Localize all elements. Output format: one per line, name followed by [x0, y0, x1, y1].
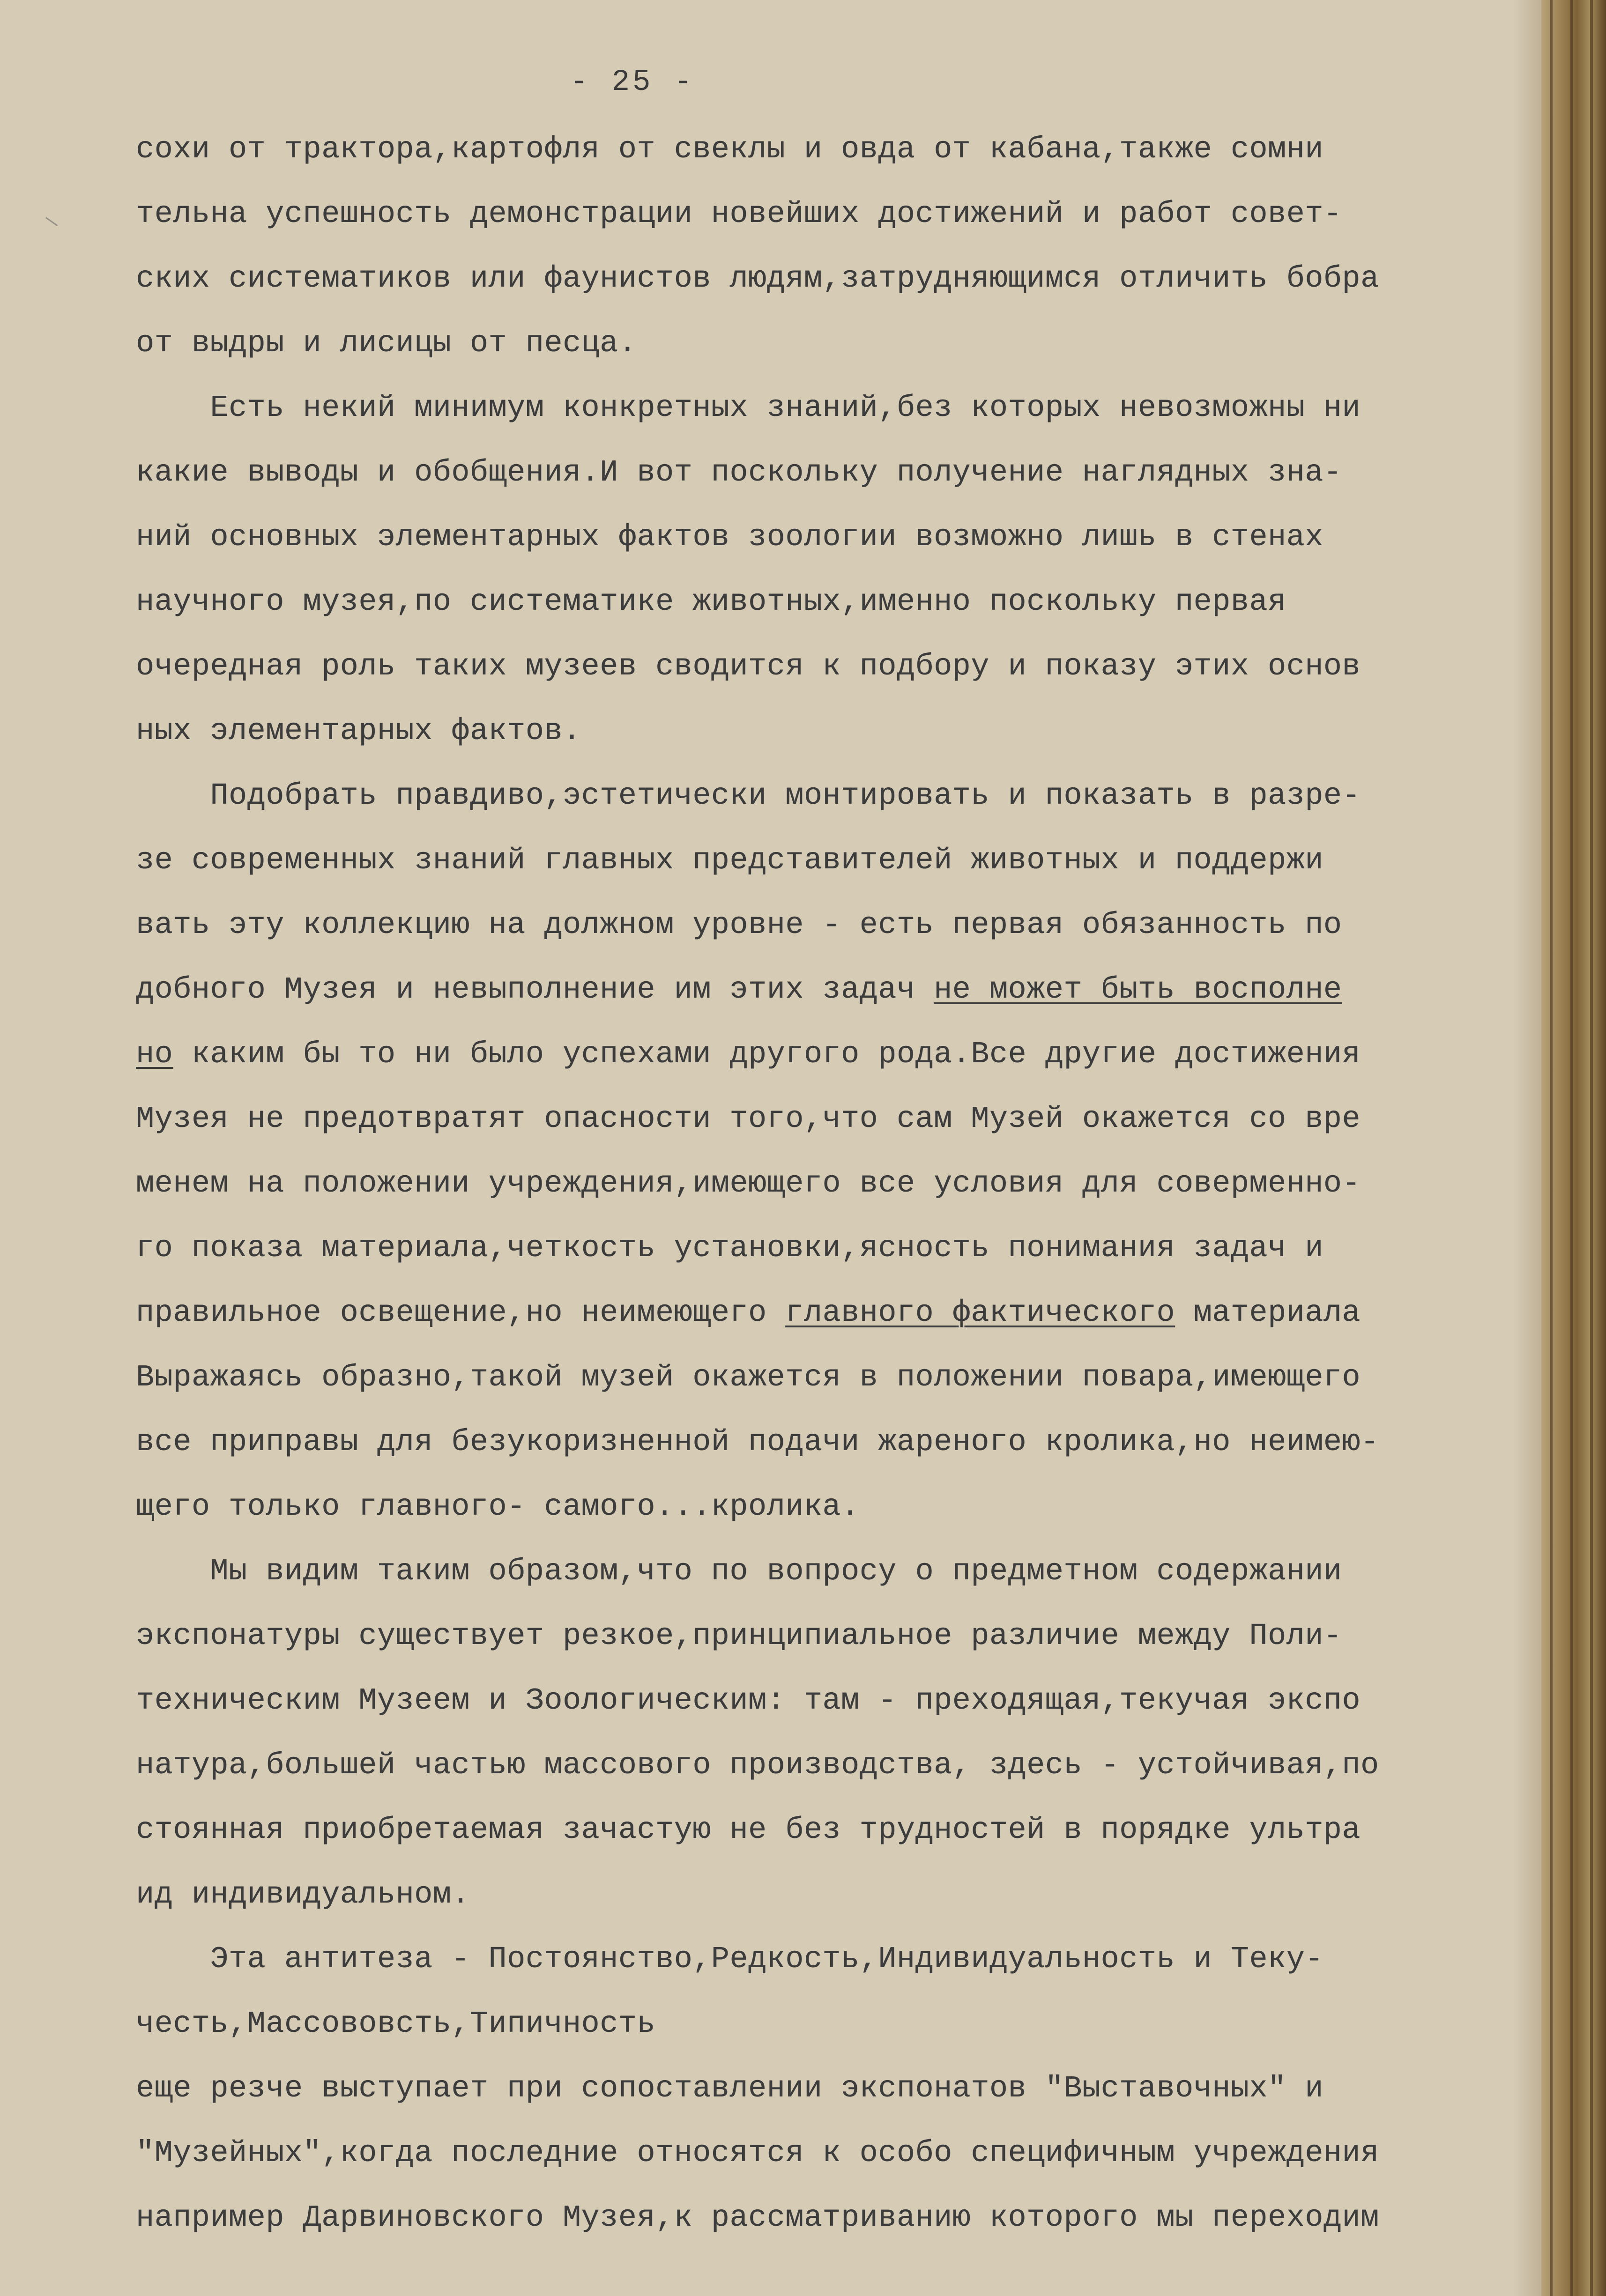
text-line: Музея не предотвратят опасности того,что сам Музей окажется со вре	[136, 1102, 1361, 1136]
typewritten-text	[136, 117, 1532, 2250]
edge-line	[1550, 0, 1553, 2296]
margin-mark	[41, 217, 58, 233]
text-line: Мы видим таким образом,что по вопросу о предметном содержании	[136, 1554, 1342, 1589]
text-line: Выражаясь образно,такой музей окажется в положении повара,имеющего	[136, 1360, 1361, 1395]
text-line: ных элементарных фактов.	[136, 714, 581, 748]
text-line: Эта антитеза - Постоянство,Редкость,Индивидуальность и Теку-	[136, 1942, 1323, 1977]
text-line: техническим Музеем и Зоологическим: там - преходящая,текучая экспо	[136, 1683, 1361, 1718]
text-segment: каким бы то ни было успехами другого рода.Все другие достижения	[173, 1037, 1361, 1072]
text-line: стоянная приобретаемая зачастую не без трудностей в порядке ультра	[136, 1813, 1361, 1847]
text-line	[136, 957, 1532, 1022]
text-line: научного музея,по систематике животных,именно поскольку первая	[136, 585, 1286, 619]
text-line: вать эту коллекцию на должном уровне - есть первая обязанность по	[136, 908, 1342, 942]
text-line: го показа материала,четкость установки,ясность понимания задач и	[136, 1231, 1323, 1266]
text-line	[136, 1022, 1532, 1087]
text-segment: материала	[1175, 1296, 1361, 1330]
text-line	[136, 1281, 1532, 1345]
text-line: зе современных знаний главных представителей животных и поддержи	[136, 843, 1323, 878]
text-segment: добного Музея и невыполнение им этих задач	[136, 972, 934, 1007]
text-line: ний основных элементарных фактов зоологии возможно лишь в стенах	[136, 520, 1323, 555]
text-line: менем на положении учреждения,имеющего все условия для соверменно-	[136, 1166, 1361, 1201]
text-line: ских систематиков или фаунистов людям,затрудняющимся отличить бобра	[136, 261, 1379, 296]
text-line: все приправы для безукоризненной подачи жареного кролика,но неимею-	[136, 1425, 1379, 1459]
text-line: натура,большей частью массового производства, здесь - устойчивая,по	[136, 1748, 1379, 1783]
text-line: экспонатуры существует резкое,принципиальное различие между Поли-	[136, 1619, 1342, 1653]
text-segment: правильное освещение,но неимеющего	[136, 1296, 786, 1330]
text-line: честь,Массововсть,Типичность	[136, 2007, 655, 2041]
text-line: ид индивидуальном.	[136, 1877, 470, 1912]
text-line: сохи от трактора,картофля от свеклы и овда от кабана,также сомни	[136, 132, 1323, 167]
text-line: очередная роль таких музеев сводится к подбору и показу этих основ	[136, 649, 1361, 684]
text-line: тельна успешность демонстрации новейших достижений и работ совет-	[136, 197, 1342, 231]
edge-line	[1590, 0, 1593, 2296]
text-line: например Дарвиновского Музея,к рассматриванию которого мы переходим	[136, 2200, 1379, 2235]
text-line: щего только главного- самого...кролика.	[136, 1489, 860, 1524]
text-line: Есть некий минимум конкретных знаний,без которых невозможны ни	[136, 391, 1361, 425]
underlined-text: главного фактического	[785, 1296, 1175, 1330]
binding-edge	[1541, 0, 1606, 2296]
edge-line	[1570, 0, 1573, 2296]
text-line: от выдры и лисицы от песца.	[136, 326, 637, 361]
page-number: - 25 -	[570, 66, 695, 99]
text-line: "Музейных",когда последние относятся к особо специфичным учреждения	[136, 2136, 1379, 2170]
text-line: еще резче выступает при сопоставлении экспонатов "Выставочных" и	[136, 2071, 1323, 2106]
text-line: Подобрать правдиво,эстетически монтировать и показать в разре-	[136, 778, 1361, 813]
underlined-text: но	[136, 1037, 173, 1072]
underlined-text: не может быть восполне	[934, 972, 1342, 1007]
text-line: какие выводы и обобщения.И вот поскольку получение наглядных зна-	[136, 455, 1342, 490]
